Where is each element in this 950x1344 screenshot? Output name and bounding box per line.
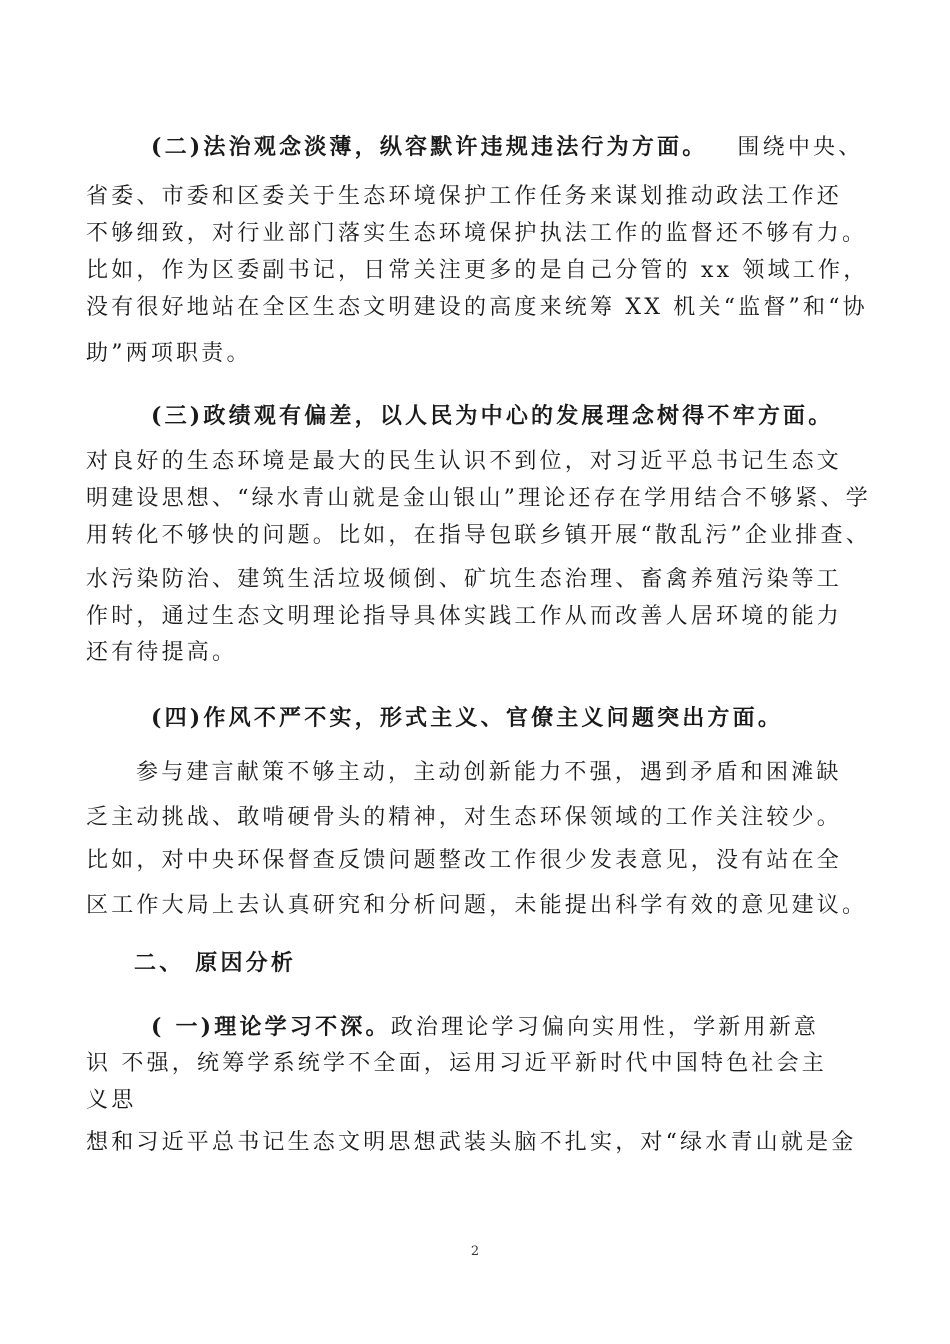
subheading-work-style: (四)作风不严不实，形式主义、官僚主义问题突出方面。	[151, 705, 784, 731]
text-line: 不够细致，对行业部门落实生态环境保护执法工作的监督还不够有力。	[86, 221, 868, 246]
text-line: 比如，对中央环保督查反馈问题整改工作很少发表意见，没有站在全	[86, 848, 843, 873]
text-line: 对良好的生态环境是最大的民生认识不到位，对习近平总书记生态文	[86, 449, 843, 474]
text-line: 乏主动挑战、敢啃硬骨头的精神，对生态环保领域的工作关注较少。	[86, 805, 843, 830]
subheading-rule-of-law: (二)法治观念淡薄，纵容默许违规违法行为方面。	[151, 134, 708, 160]
subheading-theory-study: ( 一)理论学习不深。	[151, 1014, 391, 1040]
text-line: 围绕中央、	[737, 135, 864, 160]
text-line: 水污染防治、建筑生活垃圾倾倒、矿坑生态治理、畜禽养殖污染等工	[86, 567, 843, 592]
text-line: 助”两项职责。	[86, 341, 252, 366]
text-line: 作时，通过生态文明理论指导具体实践工作从而改善人居环境的能力	[86, 604, 843, 629]
text-line: 政治理论学习偏向实用性，学新用新意	[390, 1015, 820, 1040]
text-line: 区工作大局上去认真研究和分析问题，未能提出科学有效的意见建议。	[86, 893, 868, 918]
text-line: 义思	[86, 1088, 137, 1113]
section-heading-cause-analysis: 二、 原因分析	[134, 950, 297, 976]
page-number: 2	[470, 1244, 480, 1259]
text-line: 参与建言献策不够主动，主动创新能力不强，遇到矛盾和困滩缺	[136, 760, 842, 785]
text-line: 识 不强，统筹学系统学不全面，运用习近平新时代中国特色社会主	[86, 1051, 827, 1076]
text-line: 想和习近平总书记生态文明思想武装头脑不扎实，对“绿水青山就是金	[86, 1130, 857, 1155]
text-line: 用转化不够快的问题。比如，在指导包联乡镇开展“散乱污”企业排查、	[86, 523, 871, 548]
subheading-performance-view: (三)政绩观有偏差，以人民为中心的发展理念树得不牢方面。	[151, 403, 834, 429]
text-line: 还有待提高。	[86, 640, 238, 665]
text-line: 比如，作为区委副书记，日常关注更多的是自己分管的 xx 领域工作，	[86, 258, 869, 283]
text-line: 省委、市委和区委关于生态环境保护工作任务来谋划推动政法工作还	[86, 184, 843, 209]
text-line: 没有很好地站在全区生态文明建设的高度来统筹 XX 机关“监督”和“协	[86, 295, 868, 320]
text-line: 明建设思想、“绿水青山就是金山银山”理论还存在学用结合不够紧、学	[86, 486, 871, 511]
